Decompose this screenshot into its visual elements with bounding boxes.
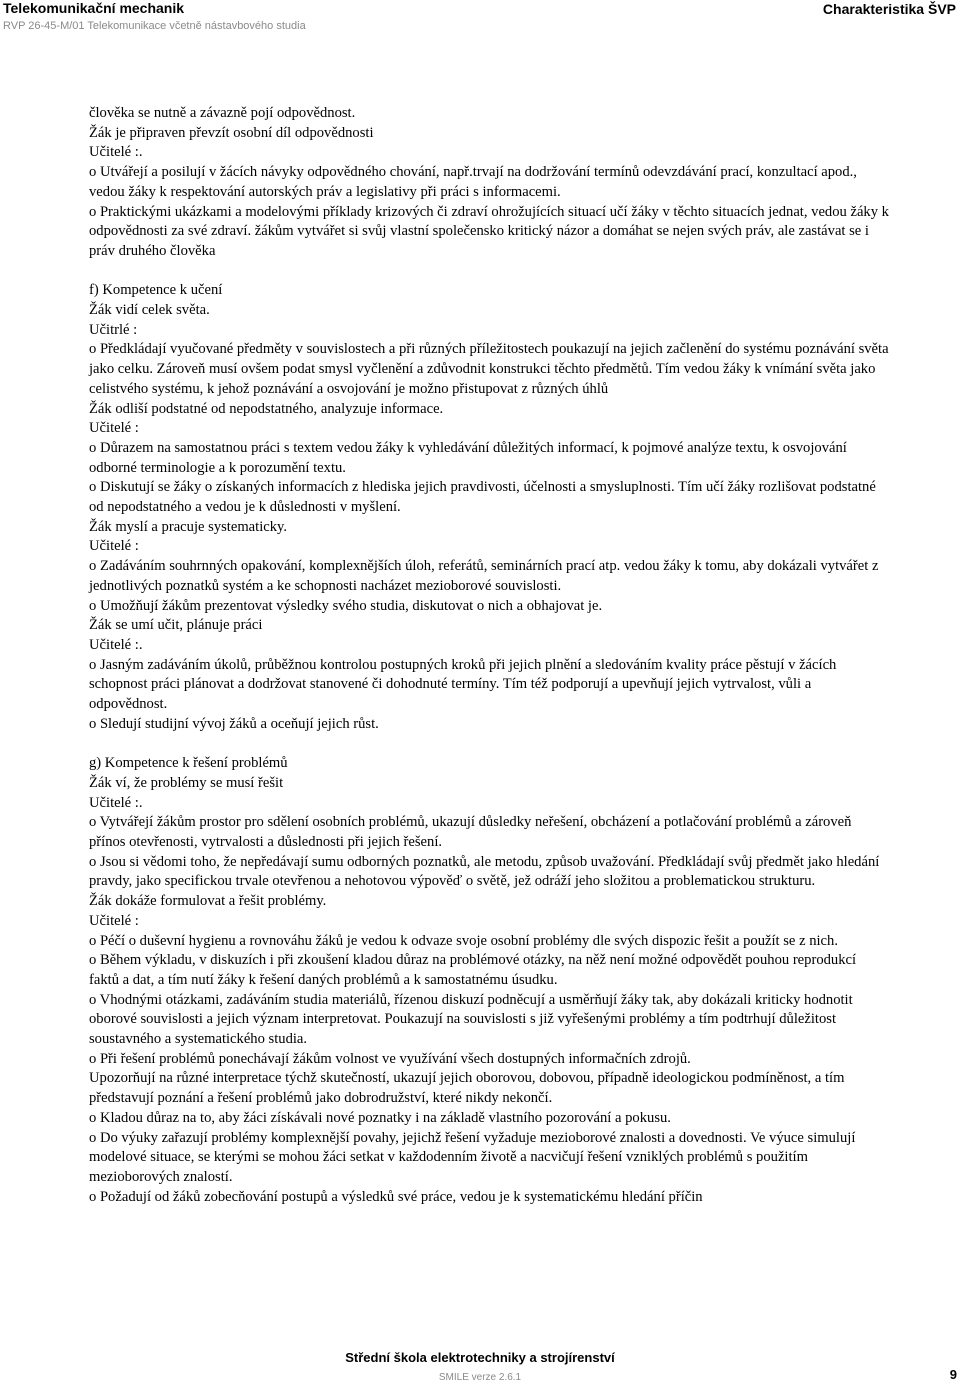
paragraph: o Vhodnými otázkami, zadáváním studia materiálů, řízenou diskuzí podněcují a usměrňují žáky tak, aby dokázali kriticky hodnotit oborové souvislosti a jejich význam interpretovat. Poukazují na souvislosti s již vyřešenými problémy a tím podtrhují důležitost soustavného a systematického studia.	[89, 991, 853, 1048]
paragraph-gap	[89, 262, 889, 282]
paragraph: o Předkládají vyučované předměty v souvislostech a při různých příležitostech poukazují na jejich začlenění do systému poznávání světa jako celku. Zároveň musí ovšem podat smysl vyčlenění a zdůvodnit konstrukci těchto předmětů. Tím vedou žáky k vnímání světa jako celistvého systému, k jehož poznávání a osvojování je možno přistupovat z různých úhlů	[89, 341, 889, 397]
paragraph: o Do výuky zařazují problémy komplexnější povahy, jejichž řešení vyžaduje mezioborové znalosti a dovednosti. Ve výuce simulují modelové situace, se kterými se mohou žáci setkat v každodenním životě a nacvičují řešení vzniklých problémů s použitím mezioborových znalostí.	[89, 1129, 856, 1185]
paragraph: Učitelé :	[89, 538, 139, 555]
paragraph: Učitelé :.	[89, 144, 143, 161]
paragraph: o Sledují studijní vývoj žáků a oceňují jejich růst.	[89, 715, 379, 732]
paragraph: Žák je připraven převzít osobní díl odpovědnosti	[89, 124, 374, 141]
paragraph: g) Kompetence k řešení problémů	[89, 755, 288, 772]
paragraph: o Požadují od žáků zobecňování postupů a výsledků své práce, vedou je k systematickému hledání příčin	[89, 1188, 703, 1205]
paragraph: Učitelé :.	[89, 794, 143, 811]
page-header	[0, 0, 960, 42]
paragraph: o Důrazem na samostatnou práci s textem vedou žáky k vyhledávání důležitých informací, k pojmové analýze textu, k osvojování odborné terminologie a k porozumění textu.	[89, 439, 847, 476]
document-subtitle: RVP 26-45-M/01 Telekomunikace včetně nástavbového studia	[3, 20, 306, 32]
paragraph: Žák ví, že problémy se musí řešit	[89, 774, 284, 791]
document-title: Telekomunikační mechanik	[3, 0, 185, 16]
paragraph: Upozorňují na různé interpretace týchž skutečností, ukazují jejich oborovou, dobovou, případně ideologickou podmíněnost, a tím představují poznání a řešení problémů jako dobrodružství, které nikdy nekončí.	[89, 1070, 845, 1107]
paragraph: o Vytvářejí žákům prostor pro sdělení osobních problémů, ukazují důsledky neřešení, obcházení a potlačování problémů a zároveň přínos otevřenosti, vytrvalosti a důslednosti při jejich řešení.	[89, 814, 852, 850]
document-body	[89, 104, 889, 1207]
paragraph: Žák odliší podstatné od nepodstatného, analyzuje informace.	[89, 400, 444, 417]
paragraph: Žák myslí a pracuje systematicky.	[89, 518, 288, 535]
paragraph: o Péčí o duševní hygienu a rovnováhu žáků je vedou k odvaze svoje osobní problémy dle svých dispozic řešit a použít se z nich.	[89, 932, 838, 949]
paragraph: Učitelé :	[89, 420, 139, 437]
paragraph: f) Kompetence k učení	[89, 282, 223, 299]
paragraph: Učitrlé :	[89, 321, 138, 338]
paragraph: Žák dokáže formulovat a řešit problémy.	[89, 893, 327, 910]
page-number: 9	[949, 1367, 957, 1382]
footer-school-name: Střední škola elektrotechniky a strojírenství	[345, 1350, 615, 1365]
section-title: Charakteristika ŠVP	[822, 1, 956, 17]
paragraph: o Kladou důraz na to, aby žáci získávali nové poznatky i na základě vlastního pozorování a pokusu.	[89, 1109, 671, 1126]
paragraph: o Umožňují žákům prezentovat výsledky svého studia, diskutovat o nich a obhajovat je.	[89, 597, 603, 614]
paragraph: o Při řešení problémů ponechávají žákům volnost ve využívání všech dostupných informačních zdrojů.	[89, 1050, 691, 1067]
paragraph: o Utvářejí a posilují v žácích návyky odpovědného chování, např.trvají na dodržování termínů odevzdávání prací, konzultací apod., vedou žáky k respektování autorských práv a legislativy při práci s informacemi.	[89, 164, 857, 200]
paragraph: Žák vidí celek světa.	[89, 302, 210, 319]
paragraph: člověka se nutně a závazně pojí odpovědnost.	[89, 105, 356, 121]
paragraph: o Jsou si vědomi toho, že nepředávají sumu odborných poznatků, ale metodu, způsob uvažování. Předkládají svůj předmět jako hledání pravdy, jako specifickou trvale otevřenou a nehotovou výpověď o světě, jež odráží jeho složitou a problematickou strukturu.	[89, 853, 880, 890]
footer-version: SMILE verze 2.6.1	[438, 1372, 522, 1383]
paragraph: Žák se umí učit, plánuje práci	[89, 617, 263, 634]
paragraph: Učitelé :	[89, 912, 139, 929]
paragraph-gap	[89, 734, 889, 754]
paragraph: o Zadáváním souhrnných opakování, komplexnějších úloh, referátů, seminárních prací atp. vedou žáky k tomu, aby dokázali vytvářet z jednotlivých poznatků systém a ke schopnosti nacházet mezioborové souvislosti.	[89, 558, 879, 594]
paragraph: o Jasným zadáváním úkolů, průběžnou kontrolou postupných kroků při jejich plnění a sledováním kvality práce pěstují v žácích schopnost práci plánovat a dodržovat stanovené či dohodnuté termíny. Tím též podporují a upevňují jejich vytrvalost, vůli a odpovědnost.	[89, 656, 837, 713]
paragraph: o Diskutují se žáky o získaných informacích z hlediska jejich pravdivosti, účelnosti a smysluplnosti. Tím učí žáky rozlišovat podstatné od nepodstatného a vedou je k důslednosti v myšlení.	[89, 479, 876, 516]
paragraph: Učitelé :.	[89, 636, 143, 653]
paragraph: o Praktickými ukázkami a modelovými příklady krizových či zdraví ohrožujících situací učí žáky v těchto situacích jednat, vedou žáky k odpovědnosti za své zdraví. žákům vytvářet si svůj vlastní společensko kritický názor a domáhat se nejen svých práv, ale zastávat se i práv druhého člověka	[89, 203, 889, 259]
paragraph: o Během výkladu, v diskuzích i při zkoušení kladou důraz na problémové otázky, na něž není možné odpovědět pouhou reprodukcí faktů a dat, a tím nutí žáky k řešení daných problémů a k samostatnému úsudku.	[89, 952, 857, 988]
